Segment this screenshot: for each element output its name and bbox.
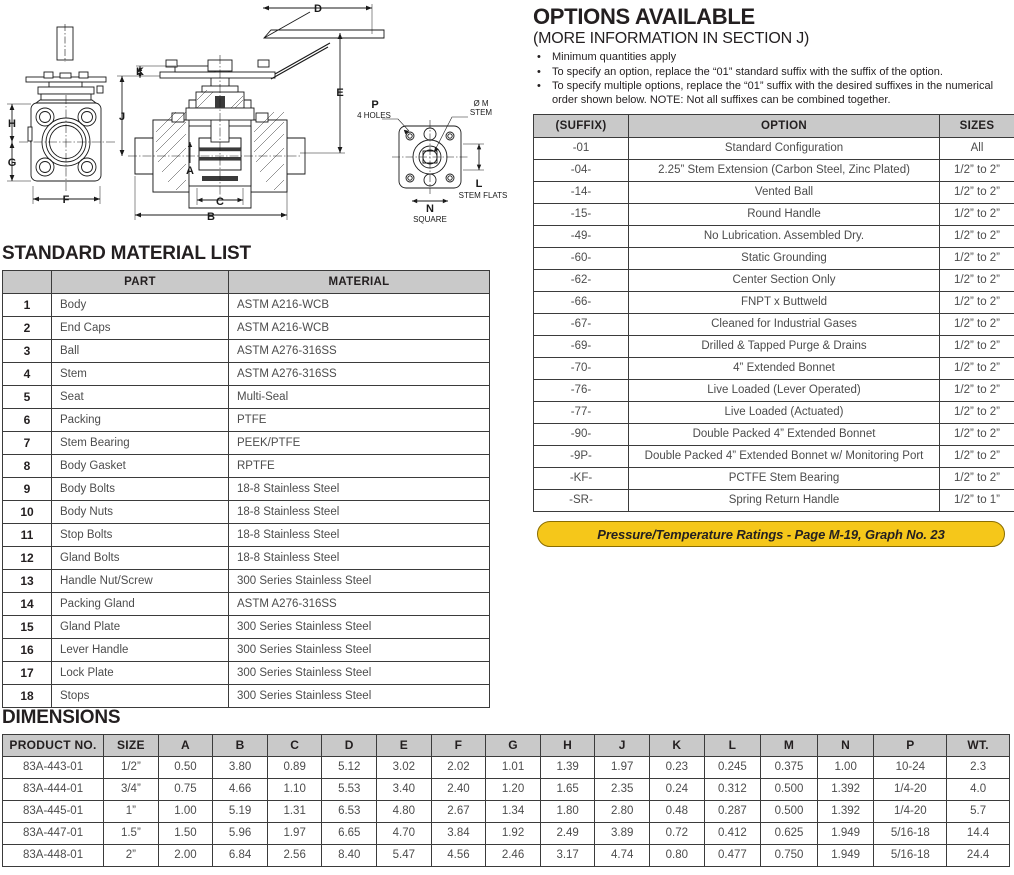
material-part: Handle Nut/Screw bbox=[52, 570, 229, 593]
dim-cell-e: 3.02 bbox=[377, 757, 432, 779]
dimensions-section bbox=[2, 707, 1012, 867]
material-list-table bbox=[2, 270, 490, 708]
dim-cell-e: 4.80 bbox=[377, 801, 432, 823]
table-row bbox=[534, 490, 1014, 512]
dimensions-title: DIMENSIONS bbox=[2, 707, 121, 728]
table-row bbox=[534, 204, 1014, 226]
table-row bbox=[3, 409, 490, 432]
material-number: 14 bbox=[3, 593, 52, 616]
material-col-number bbox=[3, 271, 52, 294]
material-part: Ball bbox=[52, 340, 229, 363]
option-suffix: -66- bbox=[534, 292, 629, 314]
dim-cell-g: 1.20 bbox=[486, 779, 541, 801]
material-col-material: MATERIAL bbox=[229, 271, 490, 294]
table-row bbox=[3, 779, 1010, 801]
material-number: 3 bbox=[3, 340, 52, 363]
option-suffix: -62- bbox=[534, 270, 629, 292]
dim-cell-f: 2.67 bbox=[431, 801, 486, 823]
dim-cell-f: 2.40 bbox=[431, 779, 486, 801]
table-row bbox=[3, 845, 1010, 867]
option-description: Round Handle bbox=[629, 204, 940, 226]
material-number: 15 bbox=[3, 616, 52, 639]
material-part: Body bbox=[52, 294, 229, 317]
option-sizes: 1/2” to 2” bbox=[940, 292, 1014, 314]
dim-cell-g: 1.01 bbox=[486, 757, 541, 779]
dim-cell-size: 1/2” bbox=[104, 757, 159, 779]
option-suffix: -60- bbox=[534, 248, 629, 270]
dim-cell-k: 0.48 bbox=[650, 801, 705, 823]
material-part: Body Bolts bbox=[52, 478, 229, 501]
dim-cell-j: 2.80 bbox=[595, 801, 650, 823]
material-material: 18-8 Stainless Steel bbox=[229, 524, 490, 547]
dim-cell-h: 1.65 bbox=[540, 779, 595, 801]
option-suffix: -01 bbox=[534, 138, 629, 160]
dim-cell-size: 3/4” bbox=[104, 779, 159, 801]
dimensions-table-header-row bbox=[3, 735, 1010, 757]
option-sizes: 1/2” to 2” bbox=[940, 160, 1014, 182]
material-material: ASTM A276-316SS bbox=[229, 340, 490, 363]
material-material: 300 Series Stainless Steel bbox=[229, 662, 490, 685]
pressure-temperature-ratings-banner[interactable]: Pressure/Temperature Ratings - Page M-19, Graph No. 23 bbox=[537, 521, 1005, 547]
option-suffix: -70- bbox=[534, 358, 629, 380]
dim-cell-e: 4.70 bbox=[377, 823, 432, 845]
material-material: ASTM A216-WCB bbox=[229, 294, 490, 317]
option-description: 4” Extended Bonnet bbox=[629, 358, 940, 380]
table-row bbox=[3, 823, 1010, 845]
dim-cell-l: 0.412 bbox=[704, 823, 761, 845]
option-suffix: -14- bbox=[534, 182, 629, 204]
dim-cell-g: 1.34 bbox=[486, 801, 541, 823]
option-suffix: -49- bbox=[534, 226, 629, 248]
dim-cell-j: 3.89 bbox=[595, 823, 650, 845]
material-number: 10 bbox=[3, 501, 52, 524]
table-row bbox=[3, 757, 1010, 779]
dim-label-L: L bbox=[475, 178, 483, 190]
table-row bbox=[3, 340, 490, 363]
table-row bbox=[3, 478, 490, 501]
option-description: No Lubrication. Assembled Dry. bbox=[629, 226, 940, 248]
bullet-icon: • bbox=[537, 51, 541, 63]
dim-cell-p: 5/16-18 bbox=[874, 845, 947, 867]
dim-cell-p: 5/16-18 bbox=[874, 823, 947, 845]
dim-cell-l: 0.312 bbox=[704, 779, 761, 801]
table-row bbox=[534, 292, 1014, 314]
table-row bbox=[3, 524, 490, 547]
dim-label-B: B bbox=[207, 211, 215, 223]
options-notes-list bbox=[533, 51, 1011, 107]
options-table-header-row bbox=[534, 115, 1014, 138]
dim-cell-p: 1/4-20 bbox=[874, 801, 947, 823]
option-suffix: -77- bbox=[534, 402, 629, 424]
option-description: Spring Return Handle bbox=[629, 490, 940, 512]
table-row bbox=[3, 639, 490, 662]
dim-col-g: G bbox=[486, 735, 541, 757]
material-number: 2 bbox=[3, 317, 52, 340]
four-holes-note: 4 HOLES bbox=[357, 111, 391, 120]
dim-label-A: A bbox=[186, 165, 194, 177]
option-sizes: 1/2” to 2” bbox=[940, 204, 1014, 226]
note-text: To specify an option, replace the “01” standard suffix with the suffix of the option. bbox=[552, 65, 943, 78]
option-suffix: -SR- bbox=[534, 490, 629, 512]
dim-label-K: K bbox=[136, 66, 144, 78]
material-number: 5 bbox=[3, 386, 52, 409]
dim-cell-f: 3.84 bbox=[431, 823, 486, 845]
table-row bbox=[3, 501, 490, 524]
option-sizes: 1/2” to 2” bbox=[940, 314, 1014, 336]
table-row bbox=[534, 380, 1014, 402]
dim-label-D: D bbox=[314, 3, 322, 15]
dim-cell-f: 4.56 bbox=[431, 845, 486, 867]
dim-cell-e: 3.40 bbox=[377, 779, 432, 801]
dim-cell-h: 2.49 bbox=[540, 823, 595, 845]
dim-cell-c: 1.10 bbox=[267, 779, 322, 801]
dim-cell-n: 1.949 bbox=[817, 845, 874, 867]
table-row bbox=[534, 314, 1014, 336]
material-number: 18 bbox=[3, 685, 52, 708]
material-material: Multi-Seal bbox=[229, 386, 490, 409]
dim-cell-n: 1.392 bbox=[817, 779, 874, 801]
table-row bbox=[3, 547, 490, 570]
dim-cell-m: 0.750 bbox=[761, 845, 818, 867]
option-sizes: 1/2” to 2” bbox=[940, 446, 1014, 468]
material-part: Stem bbox=[52, 363, 229, 386]
option-suffix: -KF- bbox=[534, 468, 629, 490]
dim-label-P: P bbox=[371, 99, 379, 111]
option-sizes: 1/2” to 2” bbox=[940, 380, 1014, 402]
dim-cell-m: 0.500 bbox=[761, 779, 818, 801]
material-part: Body Gasket bbox=[52, 455, 229, 478]
dim-cell-n: 1.392 bbox=[817, 801, 874, 823]
dim-cell-d: 6.65 bbox=[322, 823, 377, 845]
dim-col-size: SIZE bbox=[104, 735, 159, 757]
stem-note: STEM bbox=[469, 108, 493, 117]
dim-cell-d: 6.53 bbox=[322, 801, 377, 823]
table-row bbox=[3, 455, 490, 478]
bullet-icon: • bbox=[537, 65, 541, 78]
material-number: 12 bbox=[3, 547, 52, 570]
dim-label-C: C bbox=[216, 196, 224, 208]
table-row bbox=[534, 402, 1014, 424]
dim-cell-a: 0.75 bbox=[158, 779, 213, 801]
material-material: ASTM A276-316SS bbox=[229, 593, 490, 616]
material-part: Stop Bolts bbox=[52, 524, 229, 547]
option-description: Live Loaded (Actuated) bbox=[629, 402, 940, 424]
material-material: 300 Series Stainless Steel bbox=[229, 570, 490, 593]
material-material: 300 Series Stainless Steel bbox=[229, 616, 490, 639]
material-number: 9 bbox=[3, 478, 52, 501]
dim-cell-g: 2.46 bbox=[486, 845, 541, 867]
material-number: 4 bbox=[3, 363, 52, 386]
dim-cell-l: 0.245 bbox=[704, 757, 761, 779]
table-row bbox=[534, 336, 1014, 358]
dim-cell-c: 0.89 bbox=[267, 757, 322, 779]
table-row bbox=[534, 358, 1014, 380]
dim-cell-wt: 24.4 bbox=[947, 845, 1010, 867]
option-sizes: 1/2” to 2” bbox=[940, 270, 1014, 292]
dim-cell-k: 0.24 bbox=[650, 779, 705, 801]
material-number: 6 bbox=[3, 409, 52, 432]
dim-col-p: P bbox=[874, 735, 947, 757]
dim-cell-m: 0.625 bbox=[761, 823, 818, 845]
material-material: 18-8 Stainless Steel bbox=[229, 501, 490, 524]
dim-cell-size: 2” bbox=[104, 845, 159, 867]
table-row bbox=[3, 616, 490, 639]
material-number: 17 bbox=[3, 662, 52, 685]
dim-cell-product-no: 83A-445-01 bbox=[3, 801, 104, 823]
dim-cell-b: 3.80 bbox=[213, 757, 268, 779]
option-sizes: All bbox=[940, 138, 1014, 160]
material-number: 13 bbox=[3, 570, 52, 593]
dim-cell-a: 1.00 bbox=[158, 801, 213, 823]
dim-cell-m: 0.500 bbox=[761, 801, 818, 823]
dim-cell-m: 0.375 bbox=[761, 757, 818, 779]
dim-cell-wt: 5.7 bbox=[947, 801, 1010, 823]
table-row bbox=[3, 570, 490, 593]
option-description: Double Packed 4” Extended Bonnet w/ Monitoring Port bbox=[629, 446, 940, 468]
option-description: Double Packed 4” Extended Bonnet bbox=[629, 424, 940, 446]
option-description: Standard Configuration bbox=[629, 138, 940, 160]
option-description: Cleaned for Industrial Gases bbox=[629, 314, 940, 336]
material-part: Lever Handle bbox=[52, 639, 229, 662]
dim-col-l: L bbox=[704, 735, 761, 757]
material-part: Lock Plate bbox=[52, 662, 229, 685]
dim-label-J: J bbox=[118, 111, 126, 123]
bullet-icon: • bbox=[537, 80, 541, 92]
table-row bbox=[534, 226, 1014, 248]
options-col-option: OPTION bbox=[629, 115, 940, 138]
table-row bbox=[534, 160, 1014, 182]
table-row bbox=[3, 294, 490, 317]
table-row bbox=[3, 801, 1010, 823]
dim-cell-k: 0.72 bbox=[650, 823, 705, 845]
option-description: Center Section Only bbox=[629, 270, 940, 292]
option-suffix: -9P- bbox=[534, 446, 629, 468]
table-row bbox=[534, 424, 1014, 446]
material-part: End Caps bbox=[52, 317, 229, 340]
dim-cell-l: 0.287 bbox=[704, 801, 761, 823]
option-description: Live Loaded (Lever Operated) bbox=[629, 380, 940, 402]
dim-cell-p: 10-24 bbox=[874, 757, 947, 779]
dim-cell-h: 3.17 bbox=[540, 845, 595, 867]
material-part: Stem Bearing bbox=[52, 432, 229, 455]
material-part: Packing bbox=[52, 409, 229, 432]
dim-col-k: K bbox=[650, 735, 705, 757]
material-part: Packing Gland bbox=[52, 593, 229, 616]
dim-cell-d: 5.53 bbox=[322, 779, 377, 801]
option-description: FNPT x Buttweld bbox=[629, 292, 940, 314]
dim-cell-size: 1” bbox=[104, 801, 159, 823]
table-row bbox=[534, 446, 1014, 468]
dim-cell-k: 0.23 bbox=[650, 757, 705, 779]
list-item bbox=[533, 80, 1011, 107]
option-description: Drilled & Tapped Purge & Drains bbox=[629, 336, 940, 358]
drawing-section-view bbox=[117, 43, 330, 220]
list-item bbox=[533, 51, 1011, 65]
material-number: 1 bbox=[3, 294, 52, 317]
option-suffix: -90- bbox=[534, 424, 629, 446]
dim-cell-a: 2.00 bbox=[158, 845, 213, 867]
option-sizes: 1/2” to 2” bbox=[940, 248, 1014, 270]
dim-cell-b: 4.66 bbox=[213, 779, 268, 801]
dia-m-note: Ø M bbox=[473, 99, 489, 108]
dim-cell-size: 1.5” bbox=[104, 823, 159, 845]
stem-flats-note: STEM FLATS bbox=[458, 191, 508, 200]
material-number: 11 bbox=[3, 524, 52, 547]
dim-cell-d: 8.40 bbox=[322, 845, 377, 867]
option-suffix: -04- bbox=[534, 160, 629, 182]
dim-label-F: F bbox=[62, 194, 70, 206]
dim-cell-c: 1.31 bbox=[267, 801, 322, 823]
option-suffix: -69- bbox=[534, 336, 629, 358]
option-sizes: 1/2” to 2” bbox=[940, 182, 1014, 204]
note-text: To specify multiple options, replace the “01” suffix with the desired suffixes in the numerical order shown below. NOTE: Not all suffixes can be combined together. bbox=[552, 80, 994, 106]
material-material: 18-8 Stainless Steel bbox=[229, 547, 490, 570]
option-description: 2.25” Stem Extension (Carbon Steel, Zinc Plated) bbox=[629, 160, 940, 182]
material-material: RPTFE bbox=[229, 455, 490, 478]
option-description: Static Grounding bbox=[629, 248, 940, 270]
dim-col-product-no: PRODUCT NO. bbox=[3, 735, 104, 757]
option-sizes: 1/2” to 2” bbox=[940, 226, 1014, 248]
material-part: Gland Bolts bbox=[52, 547, 229, 570]
table-row bbox=[3, 363, 490, 386]
material-material: 300 Series Stainless Steel bbox=[229, 639, 490, 662]
drawing-svg bbox=[0, 0, 520, 232]
dim-cell-p: 1/4-20 bbox=[874, 779, 947, 801]
option-sizes: 1/2” to 2” bbox=[940, 424, 1014, 446]
dim-col-b: B bbox=[213, 735, 268, 757]
dim-label-E: E bbox=[336, 87, 344, 99]
options-col-suffix: (SUFFIX) bbox=[534, 115, 629, 138]
dim-col-m: M bbox=[761, 735, 818, 757]
dim-cell-product-no: 83A-443-01 bbox=[3, 757, 104, 779]
options-available-section bbox=[533, 5, 1011, 512]
material-table-header-row bbox=[3, 271, 490, 294]
dim-cell-a: 0.50 bbox=[158, 757, 213, 779]
dim-cell-wt: 2.3 bbox=[947, 757, 1010, 779]
dim-cell-b: 5.19 bbox=[213, 801, 268, 823]
dimensions-table bbox=[2, 734, 1010, 867]
dim-col-f: F bbox=[431, 735, 486, 757]
standard-material-list-section bbox=[2, 243, 488, 708]
material-material: ASTM A216-WCB bbox=[229, 317, 490, 340]
table-row bbox=[3, 662, 490, 685]
dim-col-j: J bbox=[595, 735, 650, 757]
option-sizes: 1/2” to 2” bbox=[940, 358, 1014, 380]
option-description: PCTFE Stem Bearing bbox=[629, 468, 940, 490]
material-number: 7 bbox=[3, 432, 52, 455]
material-part: Gland Plate bbox=[52, 616, 229, 639]
dim-cell-wt: 4.0 bbox=[947, 779, 1010, 801]
material-material: 18-8 Stainless Steel bbox=[229, 478, 490, 501]
dim-cell-e: 5.47 bbox=[377, 845, 432, 867]
dim-cell-product-no: 83A-448-01 bbox=[3, 845, 104, 867]
dim-label-H: H bbox=[8, 118, 16, 130]
dim-cell-g: 1.92 bbox=[486, 823, 541, 845]
dim-cell-j: 4.74 bbox=[595, 845, 650, 867]
table-row bbox=[534, 182, 1014, 204]
table-row bbox=[3, 593, 490, 616]
dim-col-a: A bbox=[158, 735, 213, 757]
material-part: Stops bbox=[52, 685, 229, 708]
dim-cell-product-no: 83A-444-01 bbox=[3, 779, 104, 801]
dim-col-c: C bbox=[267, 735, 322, 757]
table-row bbox=[3, 432, 490, 455]
drawing-end-view bbox=[7, 24, 115, 204]
material-material: ASTM A276-316SS bbox=[229, 363, 490, 386]
material-material: PEEK/PTFE bbox=[229, 432, 490, 455]
dim-label-G: G bbox=[7, 157, 17, 169]
dim-cell-wt: 14.4 bbox=[947, 823, 1010, 845]
dim-cell-f: 2.02 bbox=[431, 757, 486, 779]
material-part: Seat bbox=[52, 386, 229, 409]
material-number: 16 bbox=[3, 639, 52, 662]
dim-cell-d: 5.12 bbox=[322, 757, 377, 779]
option-suffix: -76- bbox=[534, 380, 629, 402]
dim-cell-h: 1.80 bbox=[540, 801, 595, 823]
table-row bbox=[534, 270, 1014, 292]
table-row bbox=[3, 685, 490, 708]
dim-label-N: N bbox=[426, 203, 434, 215]
dim-col-n: N bbox=[817, 735, 874, 757]
option-sizes: 1/2” to 2” bbox=[940, 468, 1014, 490]
dim-cell-b: 6.84 bbox=[213, 845, 268, 867]
option-sizes: 1/2” to 2” bbox=[940, 336, 1014, 358]
dim-cell-l: 0.477 bbox=[704, 845, 761, 867]
table-row bbox=[3, 386, 490, 409]
dim-col-e: E bbox=[377, 735, 432, 757]
options-subtitle: (MORE INFORMATION IN SECTION J) bbox=[533, 30, 810, 47]
dim-cell-n: 1.949 bbox=[817, 823, 874, 845]
note-text: Minimum quantities apply bbox=[552, 51, 677, 63]
table-row bbox=[534, 138, 1014, 160]
square-note: SQUARE bbox=[413, 215, 447, 224]
dim-col-h: H bbox=[540, 735, 595, 757]
material-number: 8 bbox=[3, 455, 52, 478]
option-description: Vented Ball bbox=[629, 182, 940, 204]
valve-technical-drawing bbox=[0, 0, 520, 232]
material-col-part: PART bbox=[52, 271, 229, 294]
table-row bbox=[534, 248, 1014, 270]
dim-cell-j: 1.97 bbox=[595, 757, 650, 779]
options-title: OPTIONS AVAILABLE bbox=[533, 4, 755, 29]
material-part: Body Nuts bbox=[52, 501, 229, 524]
dim-cell-n: 1.00 bbox=[817, 757, 874, 779]
option-sizes: 1/2” to 2” bbox=[940, 402, 1014, 424]
material-material: 300 Series Stainless Steel bbox=[229, 685, 490, 708]
material-material: PTFE bbox=[229, 409, 490, 432]
option-suffix: -67- bbox=[534, 314, 629, 336]
dim-cell-b: 5.96 bbox=[213, 823, 268, 845]
list-item bbox=[533, 66, 1011, 80]
dim-cell-c: 2.56 bbox=[267, 845, 322, 867]
table-row bbox=[3, 317, 490, 340]
dim-cell-k: 0.80 bbox=[650, 845, 705, 867]
dim-col-wt: WT. bbox=[947, 735, 1010, 757]
dim-cell-product-no: 83A-447-01 bbox=[3, 823, 104, 845]
option-sizes: 1/2” to 1” bbox=[940, 490, 1014, 512]
dim-cell-h: 1.39 bbox=[540, 757, 595, 779]
dim-cell-j: 2.35 bbox=[595, 779, 650, 801]
options-table bbox=[533, 114, 1014, 512]
dim-cell-c: 1.97 bbox=[267, 823, 322, 845]
dim-cell-a: 1.50 bbox=[158, 823, 213, 845]
dim-col-d: D bbox=[322, 735, 377, 757]
option-suffix: -15- bbox=[534, 204, 629, 226]
material-list-title: STANDARD MATERIAL LIST bbox=[2, 243, 251, 264]
table-row bbox=[534, 468, 1014, 490]
options-col-sizes: SIZES bbox=[940, 115, 1014, 138]
